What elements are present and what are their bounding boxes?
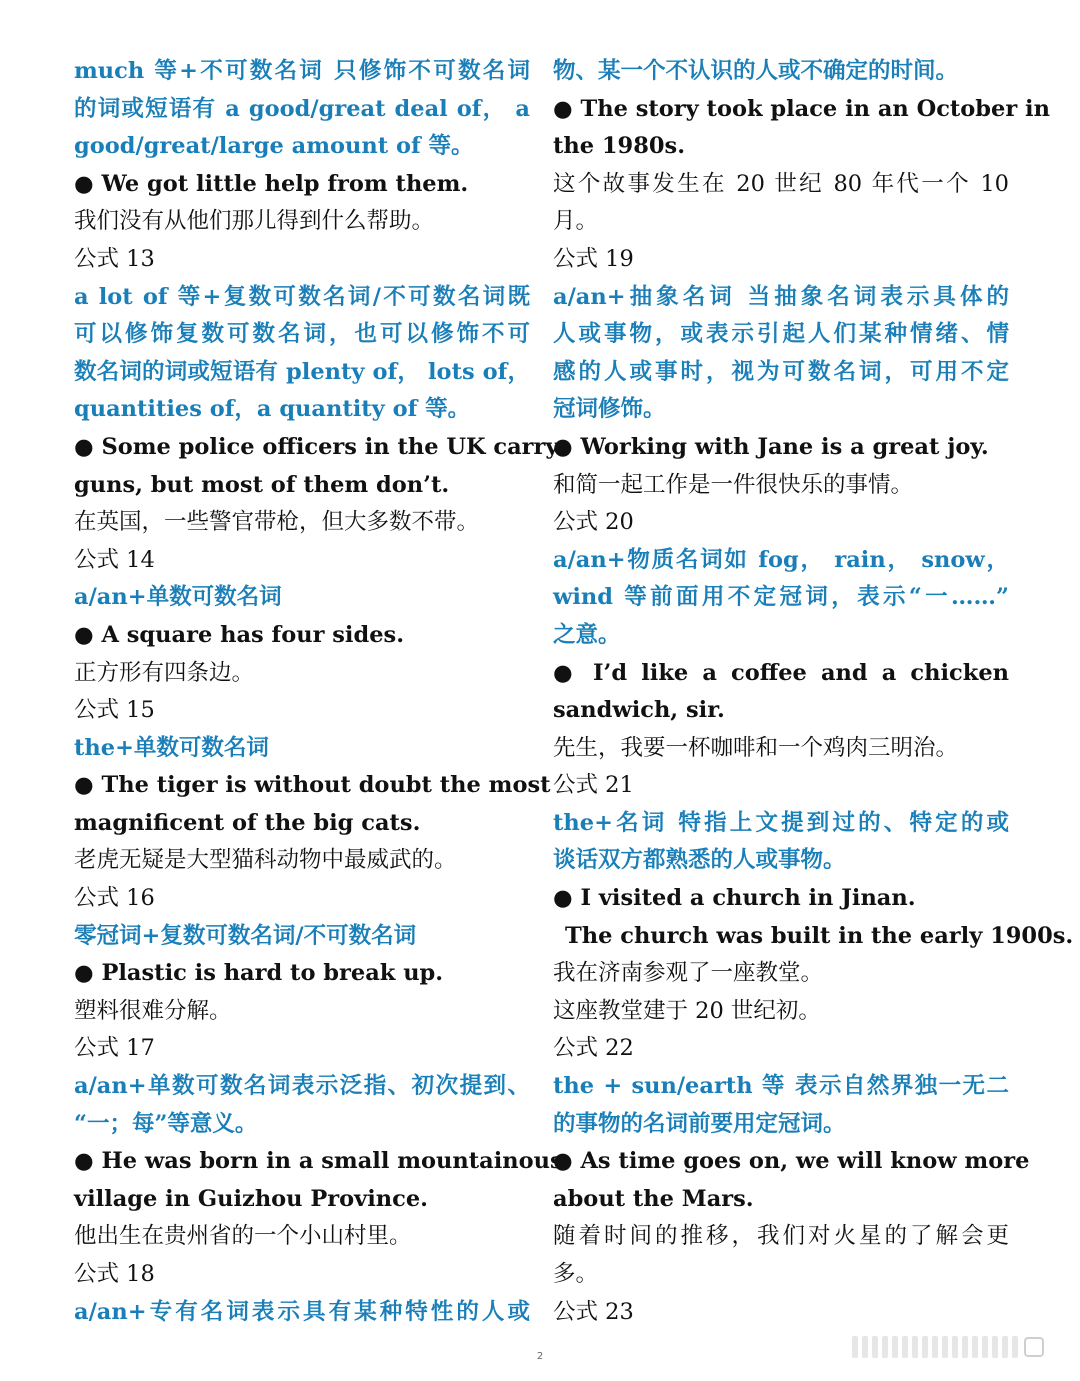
rule-text-line: 冠词修饰。 (553, 396, 666, 423)
example-sentence-line: ● He was born in a small mountainous (74, 1148, 563, 1175)
rule-text-line: the+单数可数名词 (74, 734, 269, 761)
example-sentence-line: about the Mars. (553, 1185, 754, 1212)
example-sentence-line: sandwich, sir. (553, 697, 725, 724)
rule-text-line: 的事物的名词前要用定冠词。 (553, 1110, 846, 1137)
rule-text-line: 可以修饰复数可数名词，也可以修饰不可 (74, 321, 530, 348)
rule-text-line: 之意。 (553, 621, 621, 648)
formula-heading: 公式 14 (74, 546, 155, 573)
formula-heading: 公式 22 (553, 1035, 634, 1062)
left-column (74, 53, 563, 1331)
rule-text-line: quantities of，a quantity of 等。 (74, 396, 471, 423)
translation-line: 随着时间的推移，我们对火星的了解会更 (553, 1223, 1009, 1250)
formula-heading: 公式 19 (553, 245, 634, 272)
translation-line: 我们没有从他们那儿得到什么帮助。 (74, 208, 435, 235)
example-sentence-line: guns, but most of them don’t. (74, 471, 450, 498)
example-sentence-line: ● Plastic is hard to break up. (74, 960, 444, 987)
example-sentence-line: ● We got little help from them. (74, 170, 469, 197)
translation-line: 正方形有四条边。 (74, 659, 255, 686)
rule-text-line: 数名词的词或短语有 plenty of， lots of， (74, 358, 530, 385)
formula-heading: 公式 23 (553, 1298, 634, 1325)
rule-text-line: 人或事物，或表示引起人们某种情绪、情 (553, 321, 1009, 348)
example-sentence-line: ● The tiger is without doubt the most (74, 772, 551, 799)
example-sentence-line: ● A square has four sides. (74, 621, 405, 648)
example-sentence-line: ● Some police officers in the UK carry (74, 433, 559, 460)
translation-line: 月。 (553, 208, 599, 235)
translation-line: 在英国，一些警官带枪，但大多数不带。 (74, 509, 480, 536)
rule-text-line: a/an+专有名词表示具有某种特性的人或 (74, 1298, 530, 1325)
formula-heading: 公式 13 (74, 245, 155, 272)
example-sentence-line: ● I visited a church in Jinan. (553, 885, 916, 912)
formula-heading: 公式 21 (553, 772, 634, 799)
rule-text-line: a/an+单数可数名词 (74, 584, 282, 611)
example-sentence-line: the 1980s. (553, 133, 686, 160)
translation-line: 这座教堂建于 20 世纪初。 (553, 997, 821, 1024)
translation-line: 多。 (553, 1261, 599, 1287)
watermark-box-icon (1024, 1337, 1044, 1357)
example-sentence-line: The church was built in the early 1900s. (565, 922, 1074, 949)
example-sentence-line: ● I’d like a coffee and a chicken (553, 659, 1009, 686)
rule-text-line: good/great/large amount of 等。 (74, 133, 474, 160)
watermark-bars-icon (852, 1336, 1018, 1358)
translation-line: 我在济南参观了一座教堂。 (553, 960, 824, 987)
rule-text-line: a/an+抽象名词 当抽象名词表示具体的 (553, 283, 1009, 310)
watermark-logo (852, 1331, 1058, 1363)
example-sentence-line: ● The story took place in an October in (553, 95, 1050, 122)
rule-text-line: the+名词 特指上文提到过的、特定的或 (553, 809, 1009, 836)
translation-line: 和简一起工作是一件很快乐的事情。 (553, 471, 914, 498)
rule-text-line: a/an+物质名词如 fog， rain， snow， (553, 546, 1009, 573)
rule-text-line: 物、某一个不认识的人或不确定的时间。 (553, 58, 959, 84)
example-sentence-line: ● Working with Jane is a great joy. (553, 433, 989, 460)
rule-text-line: wind 等前面用不定冠词，表示“一……” (553, 584, 1009, 611)
formula-heading: 公式 15 (74, 697, 155, 724)
formula-heading: 公式 16 (74, 885, 155, 912)
rule-text-line: 零冠词+复数可数名词/不可数名词 (74, 922, 417, 949)
translation-line: 他出生在贵州省的一个小山村里。 (74, 1223, 412, 1250)
rule-text-line: much 等+不可数名词 只修饰不可数名词 (74, 58, 530, 84)
rule-text-line: a/an+单数可数名词表示泛指、初次提到、 (74, 1073, 530, 1100)
formula-heading: 公式 17 (74, 1035, 155, 1062)
rule-text-line: 感的人或事时，视为可数名词，可用不定 (553, 358, 1009, 385)
rule-text-line: 的词或短语有 a good/great deal of， a (74, 95, 530, 122)
translation-line: 这个故事发生在 20 世纪 80 年代一个 10 (553, 170, 1009, 197)
example-sentence-line: village in Guizhou Province. (74, 1185, 428, 1212)
formula-heading: 公式 20 (553, 509, 634, 536)
right-column (553, 53, 1074, 1331)
rule-text-line: 谈话双方都熟悉的人或事物。 (553, 847, 846, 874)
example-sentence-line: magnificent of the big cats. (74, 809, 421, 836)
page-number: 2 (536, 1351, 544, 1362)
formula-heading: 公式 18 (74, 1261, 155, 1287)
rule-text-line: the + sun/earth 等 表示自然界独一无二 (553, 1073, 1009, 1100)
translation-line: 塑料很难分解。 (74, 997, 232, 1024)
example-sentence-line: ● As time goes on, we will know more (553, 1148, 1030, 1175)
rule-text-line: a lot of 等+复数可数名词/不可数名词既 (74, 283, 530, 310)
translation-line: 先生，我要一杯咖啡和一个鸡肉三明治。 (553, 734, 959, 761)
rule-text-line: “一；每”等意义。 (74, 1110, 258, 1137)
translation-line: 老虎无疑是大型猫科动物中最威武的。 (74, 847, 457, 874)
